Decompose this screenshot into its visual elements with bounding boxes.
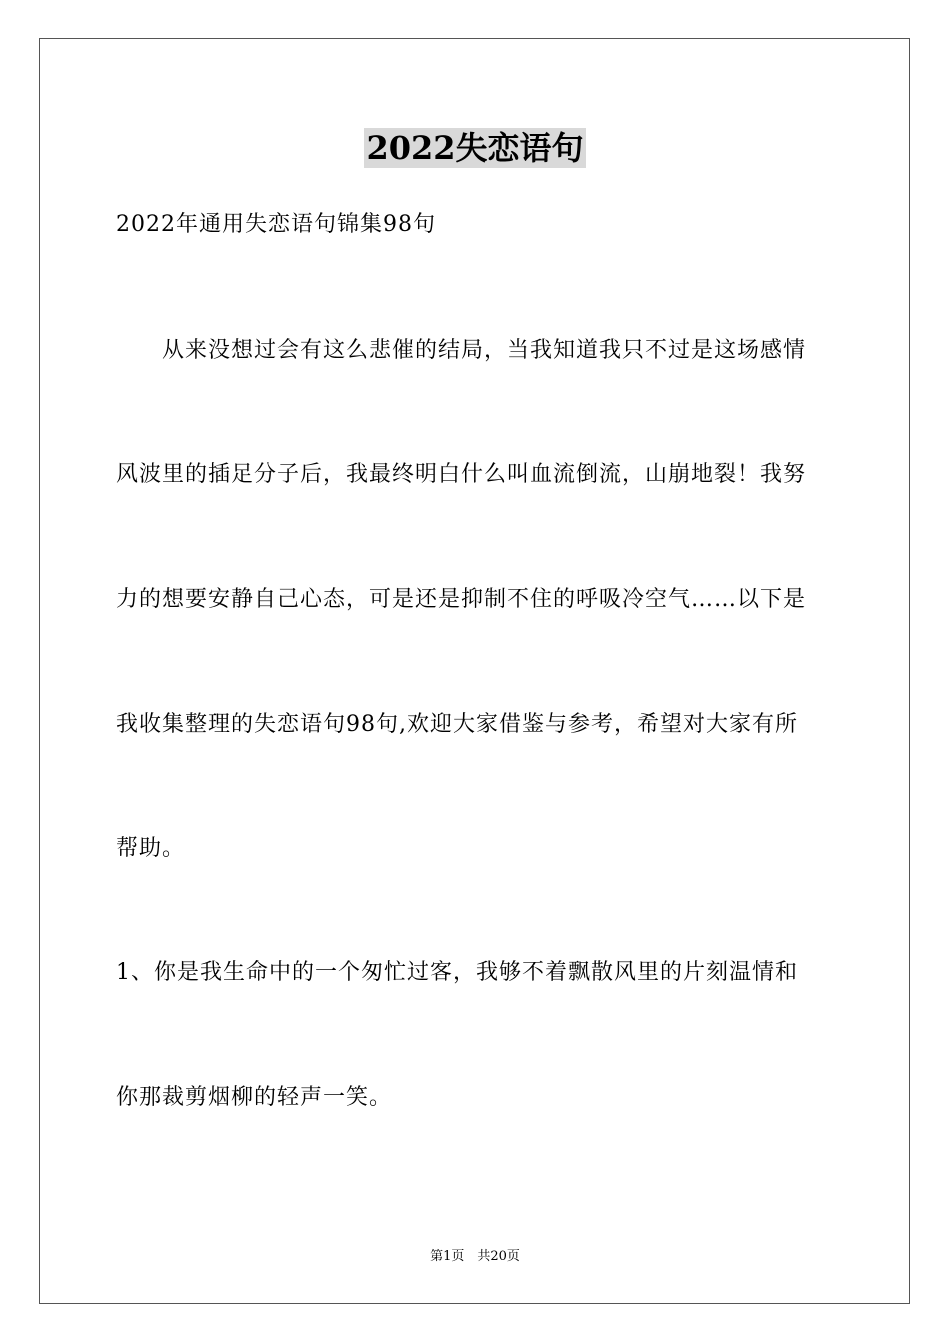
title-container (0, 128, 950, 168)
paragraph-line: 我收集整理的失恋语句98句,欢迎大家借鉴与参考，希望对大家有所 (116, 712, 798, 737)
document-subtitle: 2022年通用失恋语句锦集98句 (116, 212, 436, 237)
page-footer: 第1页 共20页 (430, 1249, 520, 1264)
document-title: 2022失恋语句 (366, 129, 584, 167)
paragraph-line: 1、你是我生命中的一个匆忙过客，我够不着飘散风里的片刻温情和 (116, 960, 798, 985)
paragraph-line: 风波里的插足分子后，我最终明白什么叫血流倒流，山崩地裂！我努 (116, 462, 807, 487)
paragraph-line: 力的想要安静自己心态，可是还是抑制不住的呼吸冷空气……以下是 (116, 587, 807, 612)
paragraph-line: 从来没想过会有这么悲催的结局，当我知道我只不过是这场感情 (116, 338, 807, 363)
paragraph-line: 你那裁剪烟柳的轻声一笑。 (116, 1085, 393, 1110)
paragraph-line: 帮助。 (116, 836, 186, 861)
